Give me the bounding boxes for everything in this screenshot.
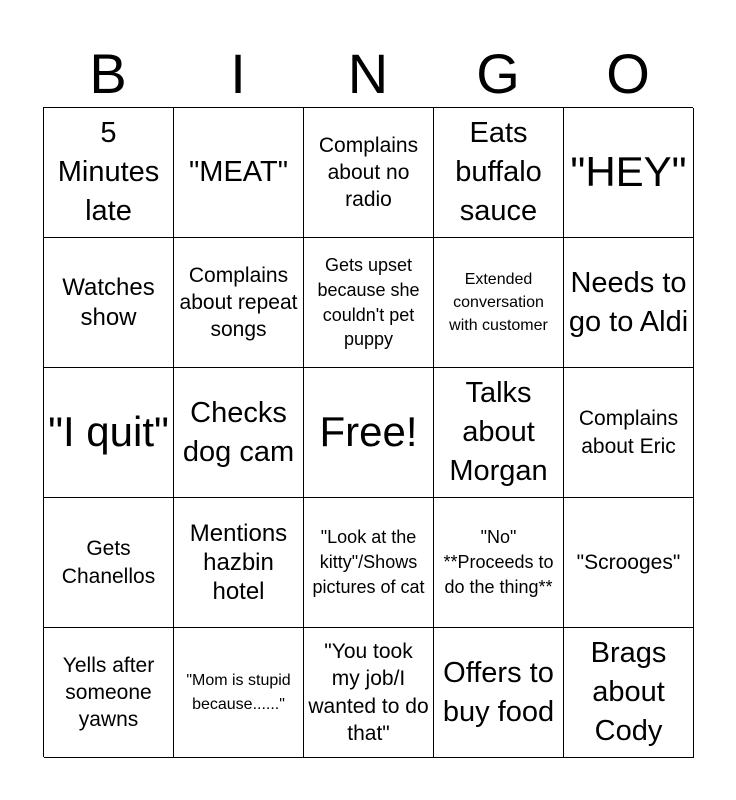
bingo-cell-free[interactable]: Free!: [304, 368, 434, 498]
header-letter-n: N: [347, 42, 389, 105]
header-letter-i: I: [230, 42, 246, 105]
bingo-board: [43, 107, 693, 757]
bingo-cell-r5-c2[interactable]: "Mom is stupid because......": [174, 628, 304, 758]
bingo-cell-r3-c2[interactable]: Checks dog cam: [174, 368, 304, 498]
bingo-cell-r1-c1[interactable]: 5 Minutes late: [44, 108, 174, 238]
header-letter-o: O: [606, 42, 650, 105]
bingo-cell-r1-c2[interactable]: "MEAT": [174, 108, 304, 238]
bingo-cell-r5-c1[interactable]: Yells after someone yawns: [44, 628, 174, 758]
bingo-cell-r4-c4[interactable]: "No" **Proceeds to do the thing**: [434, 498, 564, 628]
bingo-cell-r5-c5[interactable]: Brags about Cody: [564, 628, 694, 758]
header-letter-b: B: [89, 42, 127, 105]
bingo-cell-r4-c3[interactable]: "Look at the kitty"/Shows pictures of cat: [304, 498, 434, 628]
bingo-cell-r5-c4[interactable]: Offers to buy food: [434, 628, 564, 758]
bingo-cell-r4-c2[interactable]: Mentions hazbin hotel: [174, 498, 304, 628]
bingo-cell-r2-c1[interactable]: Watches show: [44, 238, 174, 368]
bingo-cell-r3-c5[interactable]: Complains about Eric: [564, 368, 694, 498]
bingo-cell-r3-c4[interactable]: Talks about Morgan: [434, 368, 564, 498]
bingo-cell-r1-c5[interactable]: "HEY": [564, 108, 694, 238]
bingo-cell-r1-c3[interactable]: Complains about no radio: [304, 108, 434, 238]
bingo-cell-r2-c2[interactable]: Complains about repeat songs: [174, 238, 304, 368]
bingo-cell-r2-c5[interactable]: Needs to go to Aldi: [564, 238, 694, 368]
header-letter-g: G: [476, 42, 520, 105]
bingo-cell-r2-c4[interactable]: Extended conversation with customer: [434, 238, 564, 368]
bingo-cell-r4-c5[interactable]: "Scrooges": [564, 498, 694, 628]
bingo-header: [43, 40, 693, 108]
bingo-cell-r2-c3[interactable]: Gets upset because she couldn't pet puppy: [304, 238, 434, 368]
bingo-cell-r5-c3[interactable]: "You took my job/I wanted to do that": [304, 628, 434, 758]
bingo-cell-r4-c1[interactable]: Gets Chanellos: [44, 498, 174, 628]
bingo-cell-r3-c1[interactable]: "I quit": [44, 368, 174, 498]
bingo-cell-r1-c4[interactable]: Eats buffalo sauce: [434, 108, 564, 238]
